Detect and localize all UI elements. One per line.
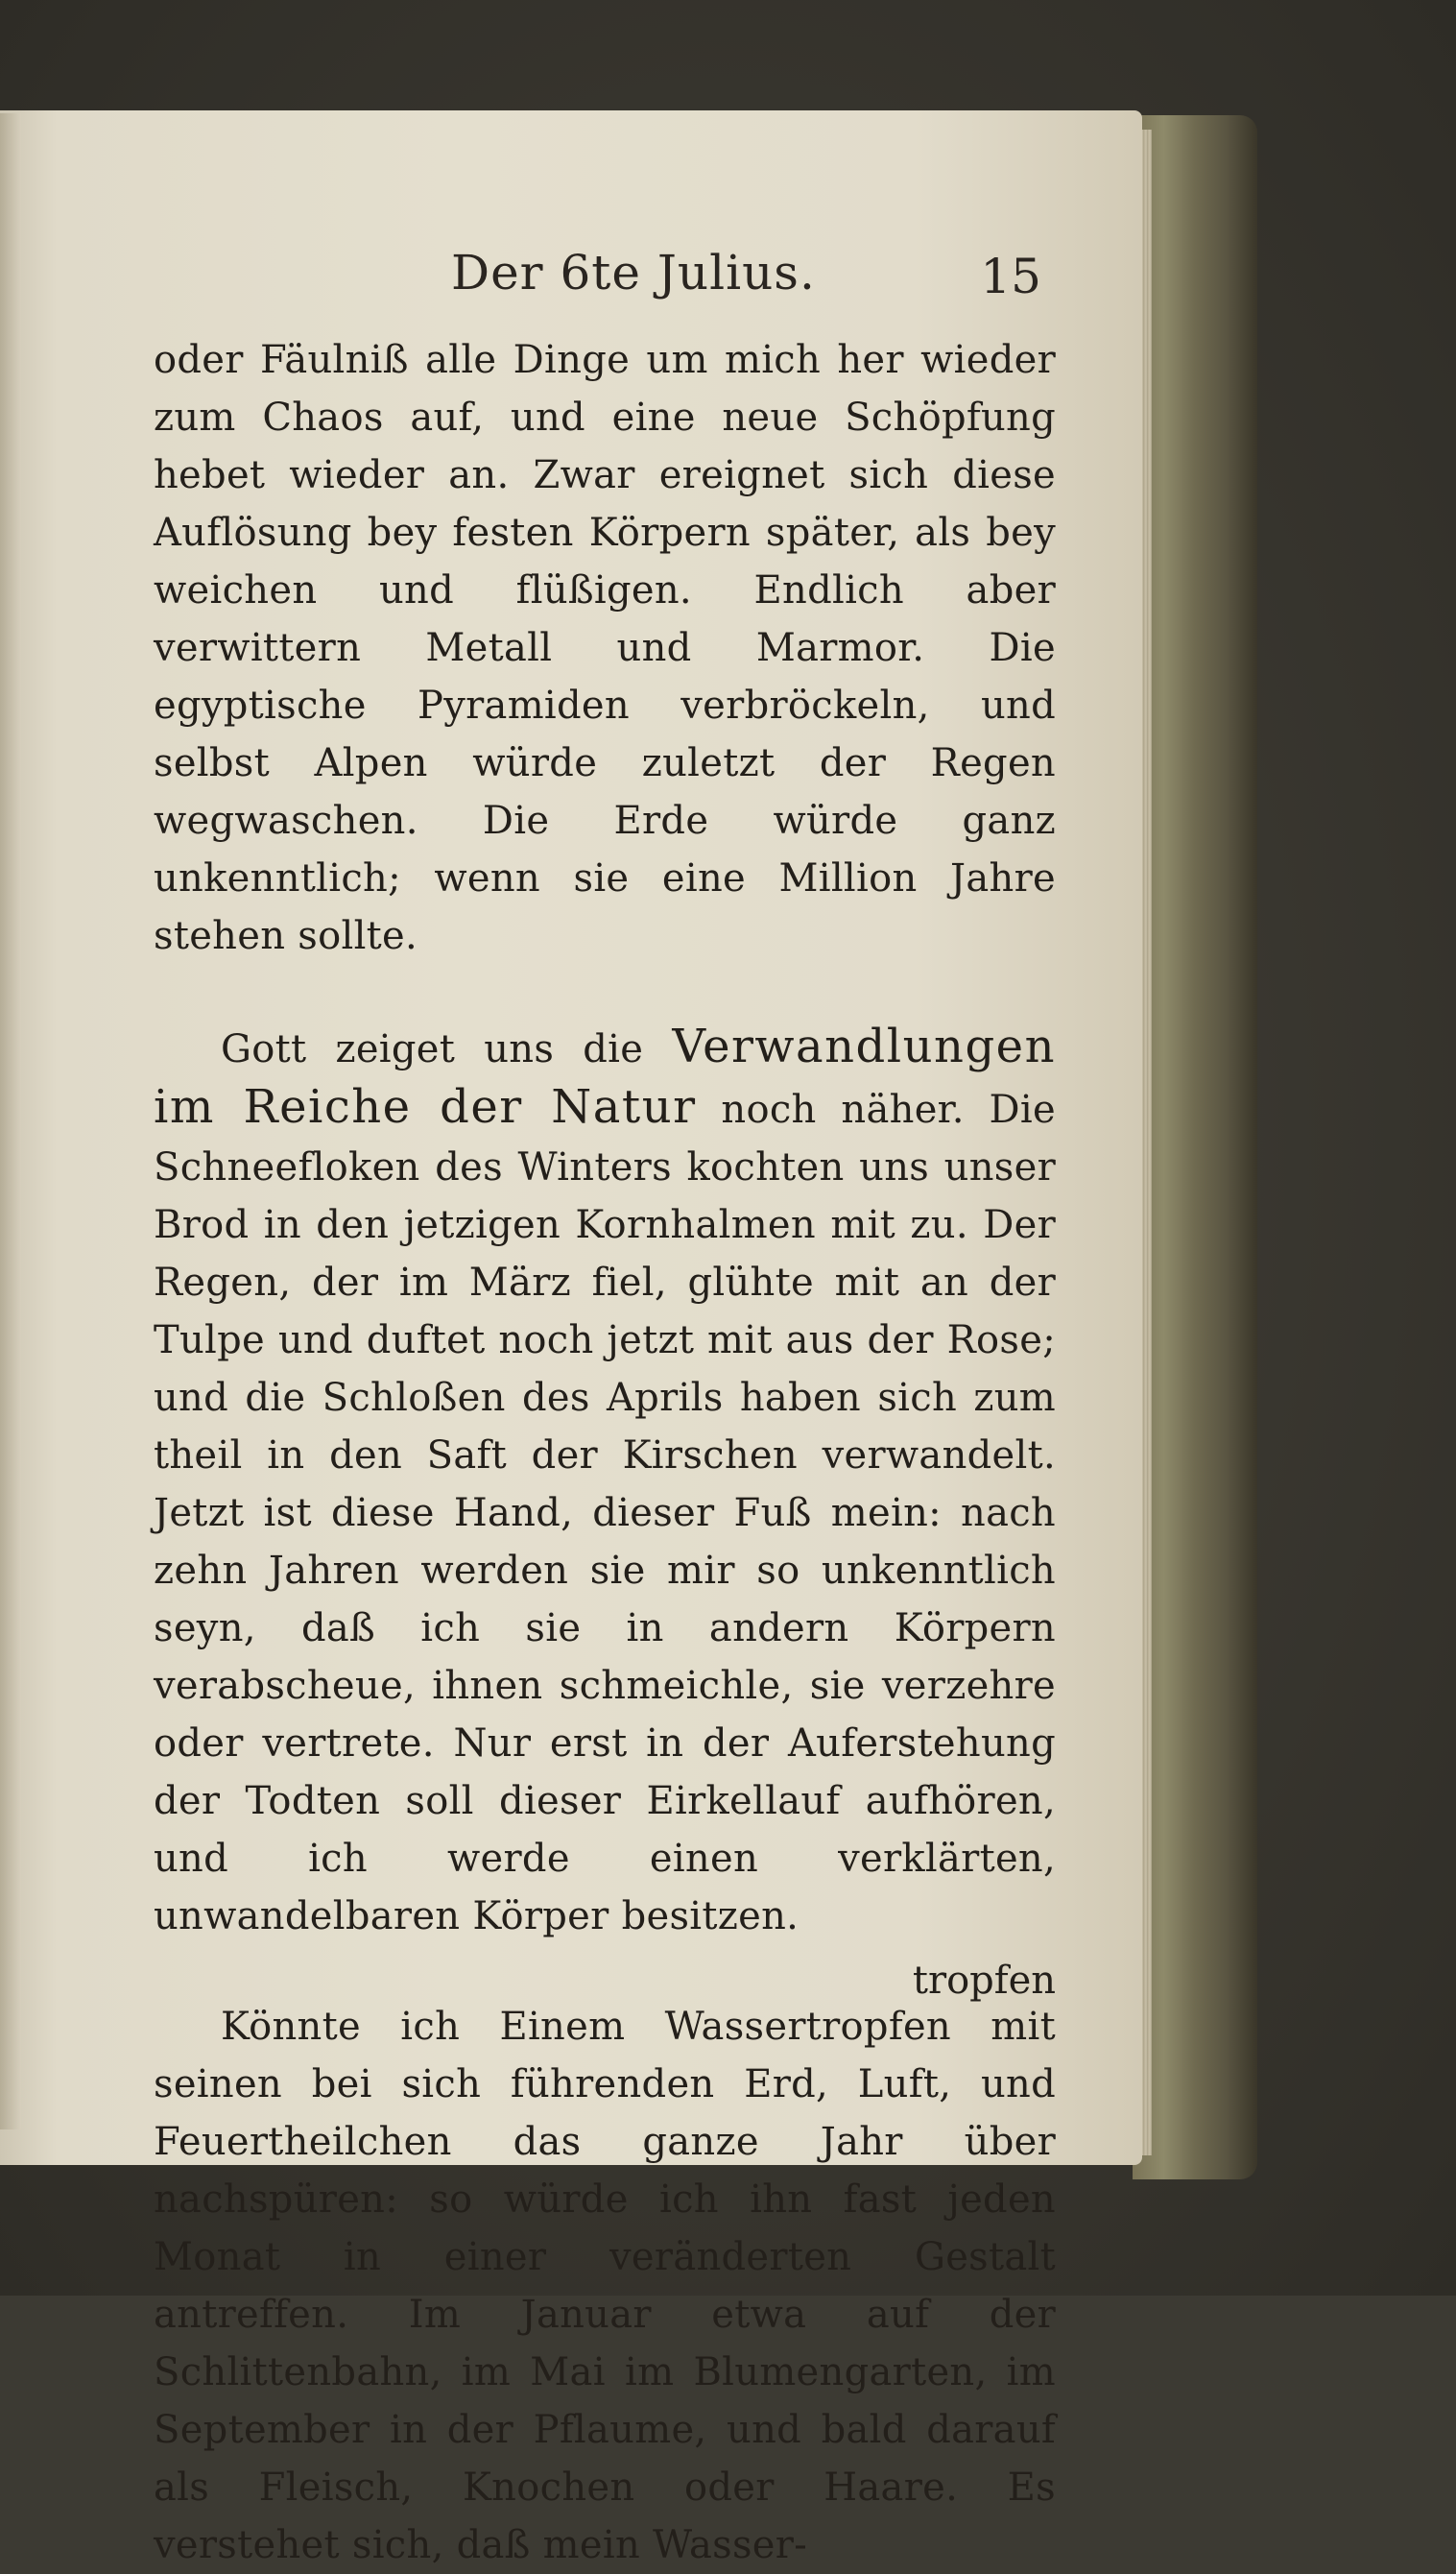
paragraph-3-text: Könnte ich Einem Wassertropfen mit seinen bei sich führenden Erd, Luft, und Feuertheilchen das ganze Jahr über nachspüren: so würde ich ihn fast jeden Monat in einer veränderten Gestalt antreffen. Im Januar etwa auf der Schlittenbahn, im Mai im Blumengarten, im September in der Pflaume, und bald darauf als Fleisch, Knochen oder Haare. Es verstehet sich, daß mein Wasser- [154,2005,1056,2567]
catchword: tropfen [912,1959,1056,2003]
paragraph-2 [154,1018,1056,1945]
body-text [154,331,1056,2574]
paragraph-2-emphasis: Verwandlungen im Reiche der Natur [154,1020,1056,1134]
paragraph-2-lead: Gott zeiget uns die [221,1027,673,1071]
paragraph-3 [154,1998,1056,2574]
page-number: 15 [980,249,1041,304]
page-header [154,245,1065,312]
paragraph-1 [154,331,1056,965]
running-head: Der 6te Julius. [451,245,816,301]
paragraph-2-text: noch näher. Die Schneefloken des Winters kochten uns unser Brod in den jetzigen Kornhalmen mit zu. Der Regen, der im März fiel, glühte mit an der Tulpe und duftet noch jetzt mit aus der Rose; und die Schloßen des Aprils haben sich zum theil in den Saft der Kirschen verwandelt. Jetzt ist diese Hand, dieser Fuß mein: nach zehn Jahren werden sie mir so unkenntlich seyn, daß ich sie in andern Körpern verabscheue, ihnen schmeichle, sie verzehre oder vertrete. Nur erst in der Auferstehung der Todten soll dieser Eirkellauf aufhören, und ich werde einen verklärten, unwandelbaren Körper besitzen. [154,1088,1056,1938]
facing-page-edge [0,113,21,2129]
paragraph-1-text: oder Fäulniß alle Dinge um mich her wieder zum Chaos auf, und eine neue Schöpfung hebet wieder an. Zwar ereignet sich diese Auflösung bey festen Körpern später, als bey weichen und flüßigen. Endlich aber verwittern Metall und Marmor. Die egyptische Pyramiden verbröckeln, und selbst Alpen würde zuletzt der Regen wegwaschen. Die Erde würde ganz unkenntlich; wenn sie eine Million Jahre stehen sollte. [154,338,1056,958]
